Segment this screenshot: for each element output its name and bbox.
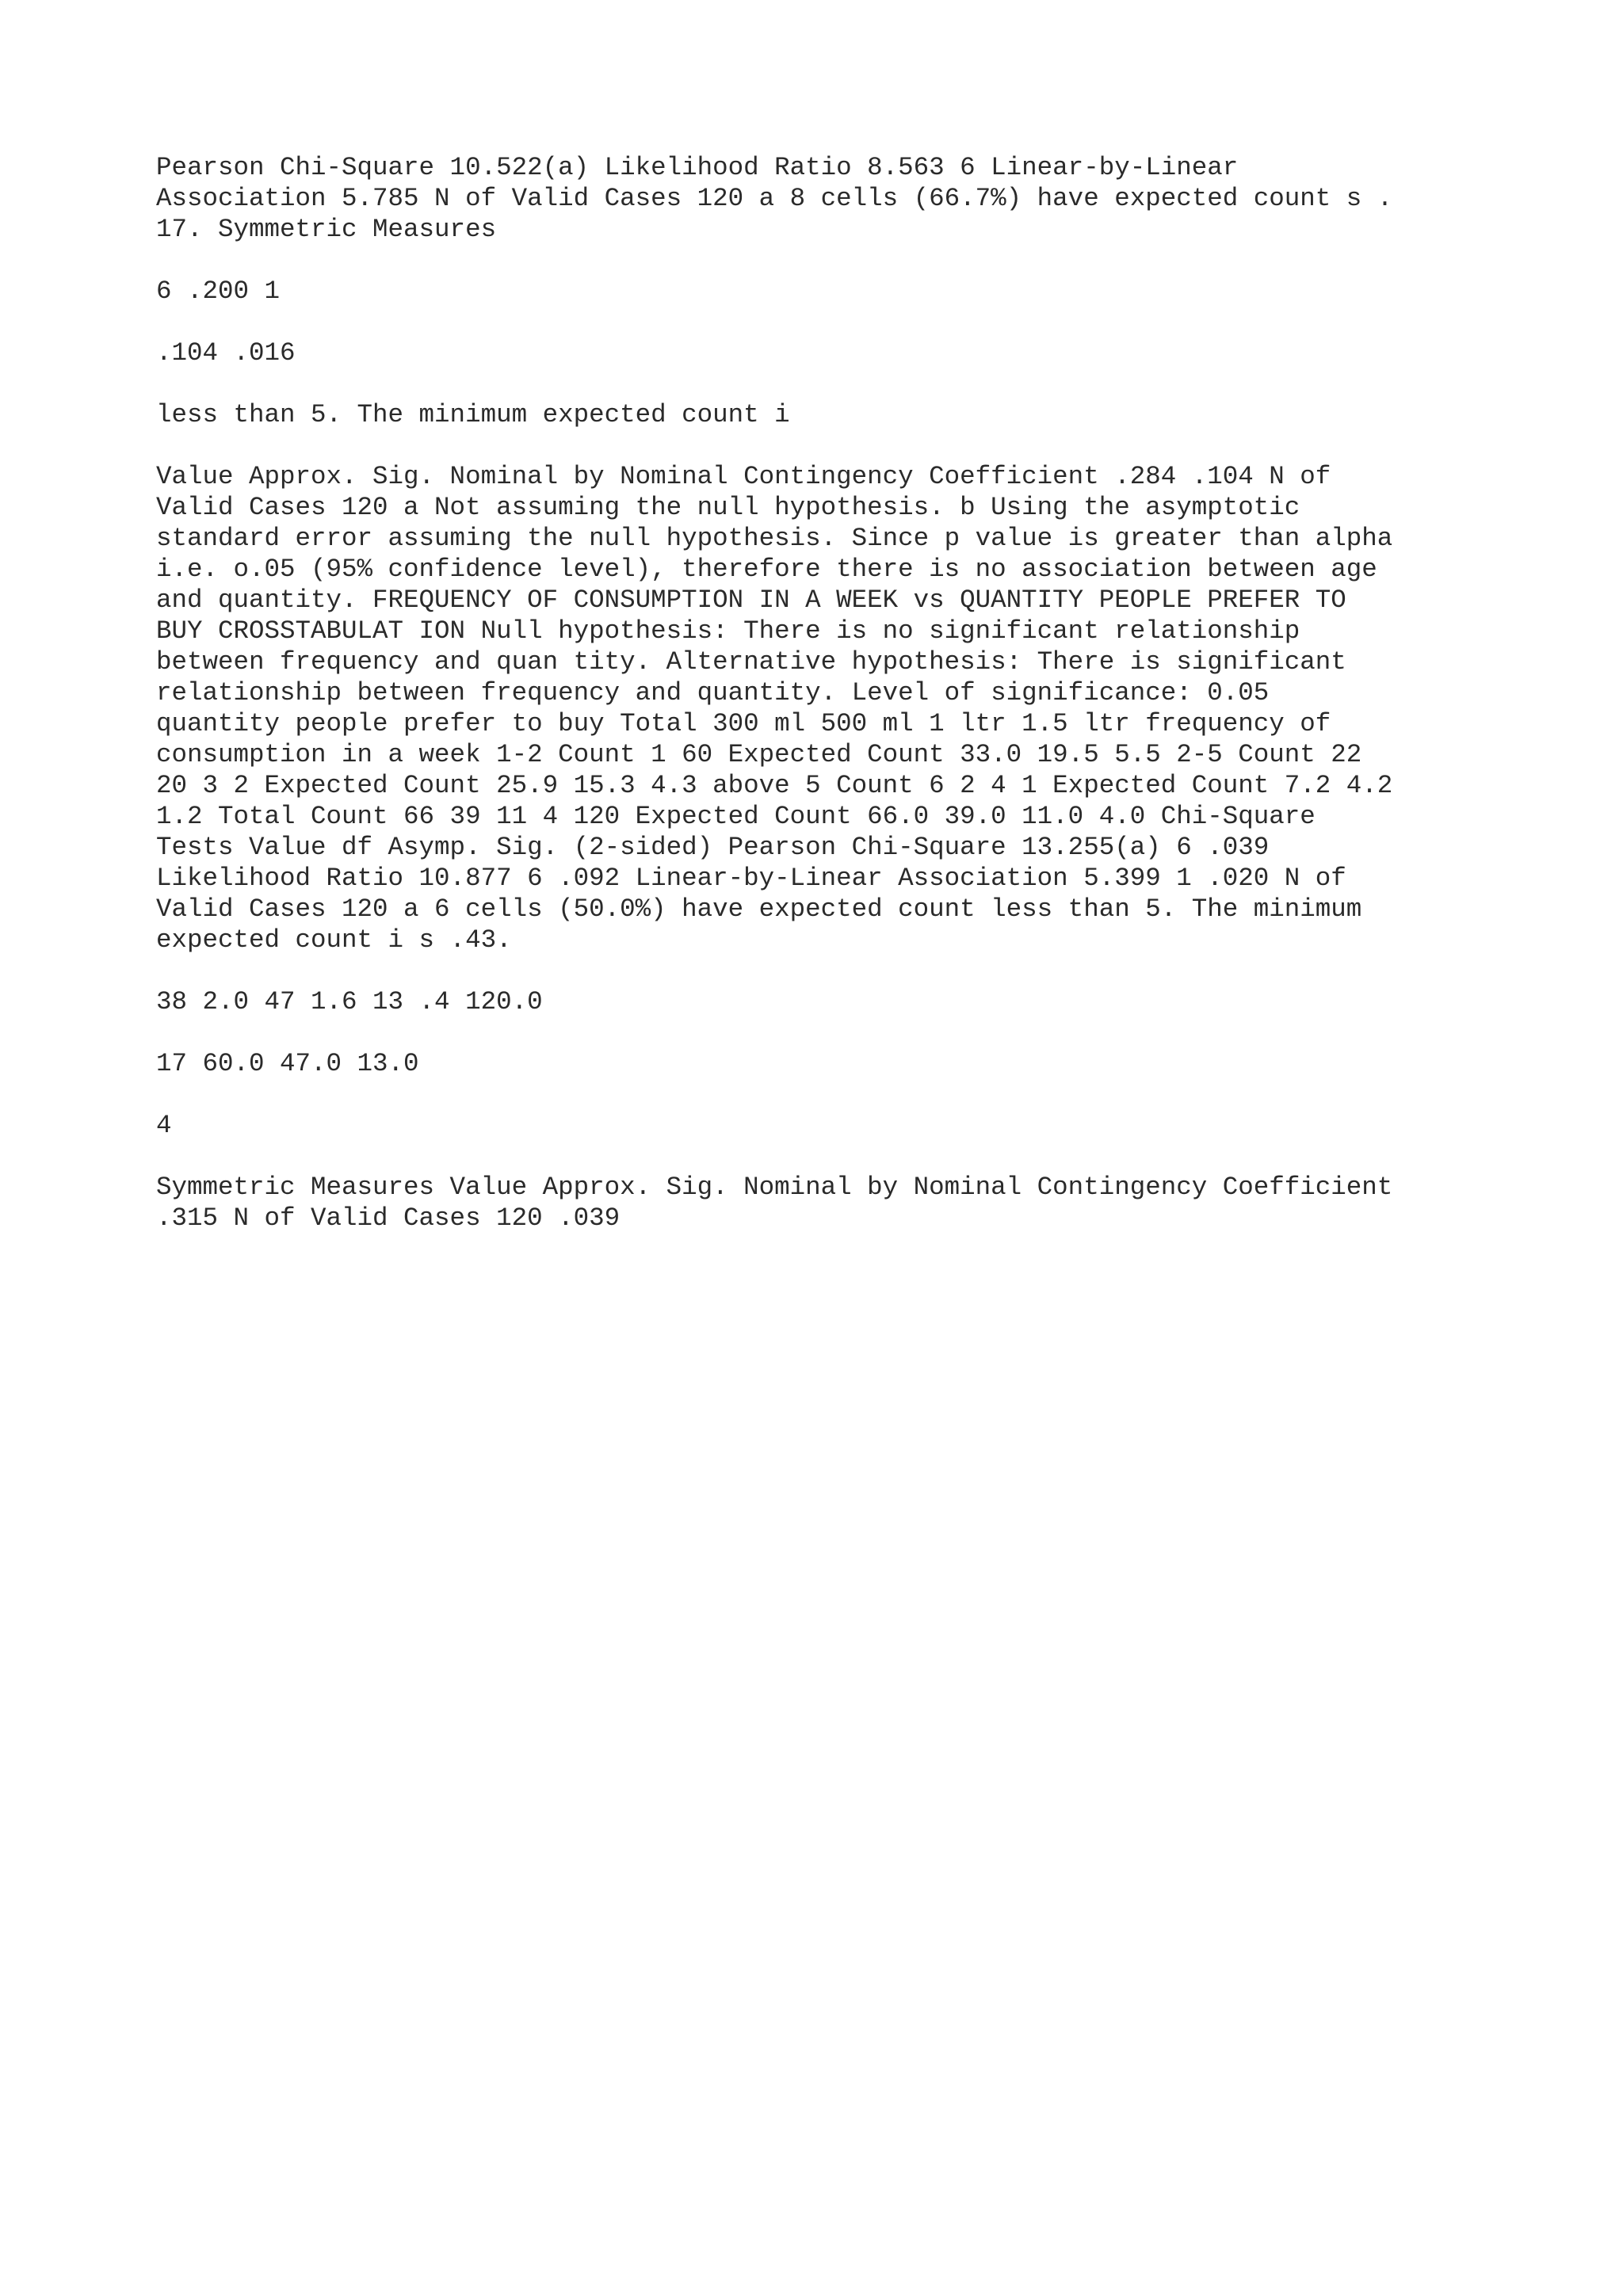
paragraph-hypothesis-and-crosstab: Value Approx. Sig. Nominal by Nominal Contingency Coefficient .284 .104 N of Valid Cases 120 a Not assuming the null hypothesis. b Using the asymptotic standard error assuming the null hypothesis. Since p value is greater than alpha i.e. o.05 (95% confidence level), therefore there is no association between age and quantity. FREQUENCY OF CONSUMPTION IN A WEEK vs QUANTITY PEOPLE PREFER TO BUY CROSSTABULAT ION Null hypothesis: There is no significant relationship between frequency and quan tity. Alternative hypothesis: There is significant relationship between frequency and quantity. Level of significance: 0.05 quantity people prefer to buy Total 300 ml 500 ml 1 ltr 1.5 ltr frequency of consumption in a week 1-2 Count 1 60 Expected Count 33.0 19.5 5.5 2-5 Count 22 20 3 2 Expected Count 25.9 15.3 4.3 above 5 Count 6 2 4 1 Expected Count 7.2 4.2 1.2 Total Count 66 39 11 4 120 Expected Count 66.0 39.0 11.0 4.0 Chi-Square Tests Value df Asymp. Sig. (2-sided) Pearson Chi-Square 13.255(a) 6 .039 Likelihood Ratio 10.877 6 .092 Linear-by-Linear Association 5.399 1 .020 N of Valid Cases 120 a 6 cells (50.0%) have expected count less than 5. The minimum expected count i s .43. (156, 462, 1393, 955)
paragraph-symmetric-measures: Symmetric Measures Value Approx. Sig. Nominal by Nominal Contingency Coefficient .315 N of Valid Cases 120 .039 (156, 1173, 1393, 1233)
paragraph-sig-values: .104 .016 (156, 338, 296, 368)
paragraph-crosstab-fragment-1: 38 2.0 47 1.6 13 .4 120.0 (156, 987, 543, 1016)
paragraph-crosstab-fragment-3: 4 (156, 1111, 172, 1140)
paragraph-df-values: 6 .200 1 (156, 277, 281, 306)
paragraph-expected-count-note: less than 5. The minimum expected count i (156, 400, 790, 429)
paragraph-crosstab-fragment-2: 17 60.0 47.0 13.0 (156, 1049, 419, 1078)
paragraph-chi-square-results: Pearson Chi-Square 10.522(a) Likelihood Ratio 8.563 6 Linear-by-Linear Association 5.785 N of Valid Cases 120 a 8 cells (66.7%) have expected count s . 17. Symmetric Measures (156, 153, 1393, 244)
document-page (156, 152, 1487, 1264)
